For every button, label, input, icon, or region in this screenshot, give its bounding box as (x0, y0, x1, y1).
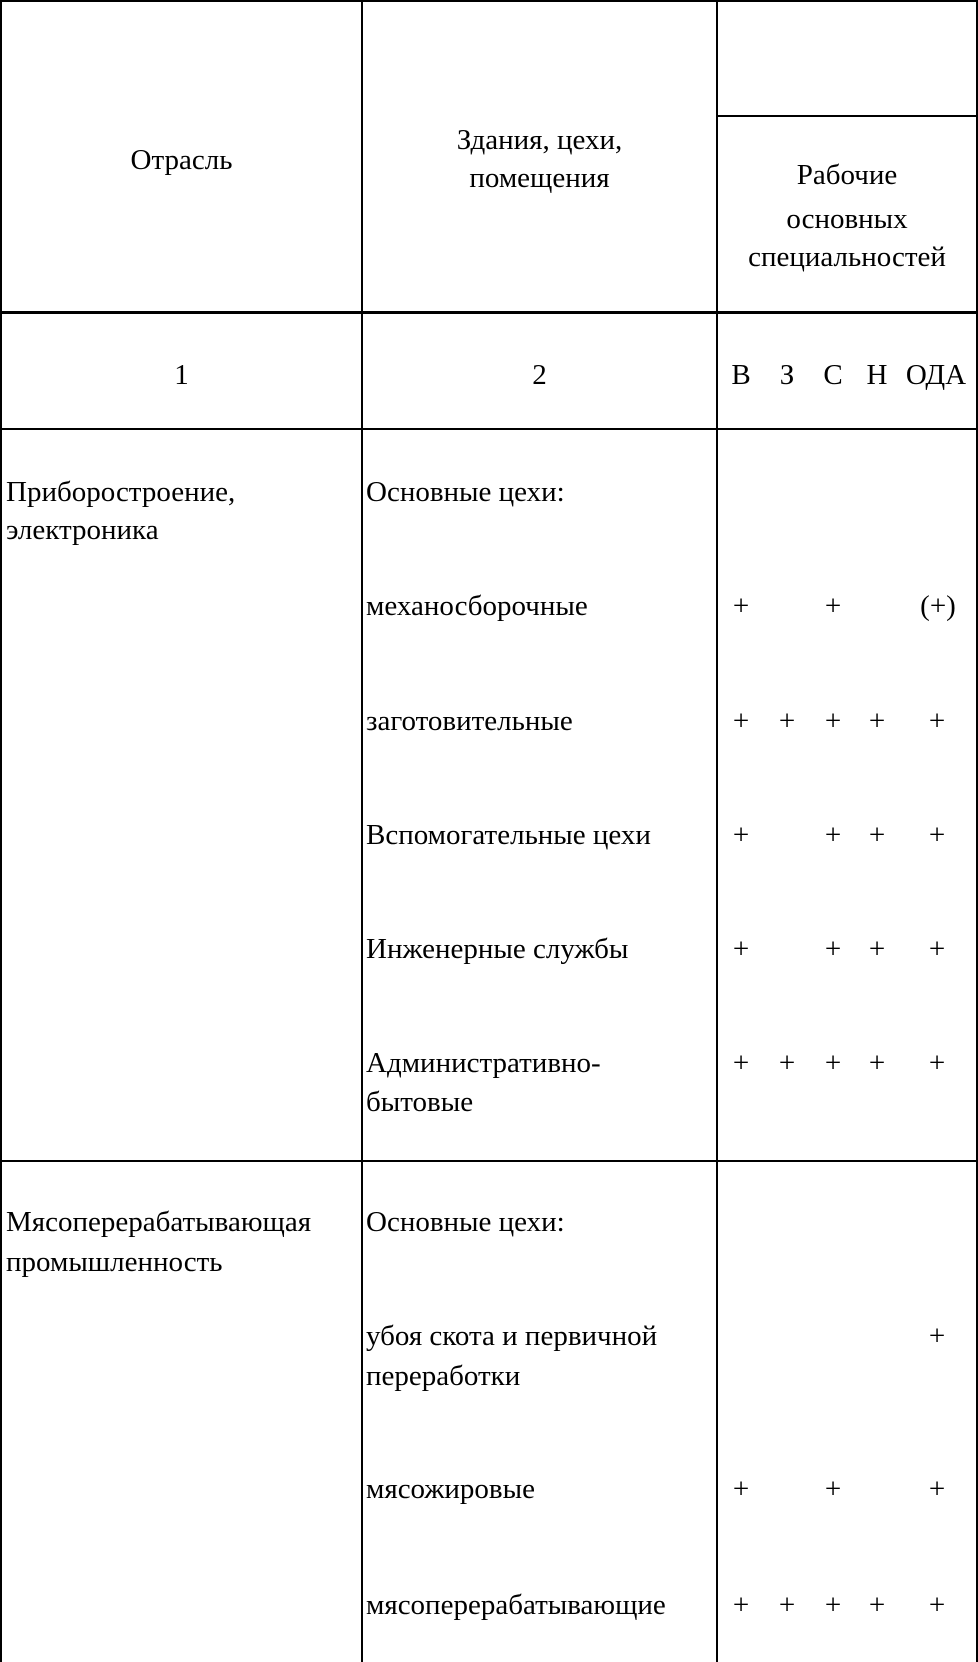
subcolumn-n: Н (866, 359, 888, 391)
mark-v: + (732, 1047, 750, 1079)
row-label-line2: бытовые (366, 1086, 474, 1118)
mark-v: + (732, 1473, 750, 1505)
row-label: мясожировые (366, 1473, 535, 1505)
mark-oda: + (928, 1589, 946, 1621)
mark-s: + (824, 1589, 842, 1621)
row-label-line2: переработки (366, 1360, 521, 1392)
mark-z: + (778, 705, 796, 737)
mark-oda: + (928, 1473, 946, 1505)
mark-v: + (732, 933, 750, 965)
subcolumn-s: С (823, 359, 843, 391)
mark-s: + (824, 819, 842, 851)
mark-n: + (868, 1047, 886, 1079)
header-buildings-line1: Здания, цехи, (456, 124, 623, 156)
subcolumn-oda: ОДА (905, 359, 967, 391)
border-left (0, 0, 2, 1662)
mark-s: + (824, 590, 842, 622)
industry-meat-processing-line1: Мясоперерабатывающая (6, 1206, 312, 1238)
subcolumn-v: В (731, 359, 751, 391)
header-workers-line3: специальностей (748, 241, 946, 273)
mark-s: + (824, 705, 842, 737)
row-label: Вспомогательные цехи (366, 819, 651, 851)
mark-z: + (778, 1589, 796, 1621)
header-bottom-rule (0, 311, 978, 314)
mark-s: + (824, 1473, 842, 1505)
mark-s: + (824, 1047, 842, 1079)
mark-v: + (732, 819, 750, 851)
mark-oda: + (928, 933, 946, 965)
mark-v: + (732, 1589, 750, 1621)
industry-meat-processing-line2: промышленность (6, 1246, 223, 1278)
mark-s: + (824, 933, 842, 965)
mark-oda: + (928, 819, 946, 851)
subcolumn-z: З (779, 359, 795, 391)
mark-n: + (868, 1589, 886, 1621)
header-workers-line1: Рабочие (796, 159, 898, 191)
row-label: Инженерные службы (366, 933, 629, 965)
header-buildings-line2: помещения (469, 162, 610, 194)
mark-oda: + (928, 705, 946, 737)
header-workers-line2: основных (786, 203, 908, 235)
border-top (0, 0, 978, 2)
mark-oda: + (928, 1047, 946, 1079)
mark-oda: (+) (920, 590, 956, 622)
industry-instrument-making-line2: электроника (6, 514, 159, 546)
mark-z: + (778, 1047, 796, 1079)
mark-n: + (868, 705, 886, 737)
mark-v: + (732, 590, 750, 622)
industry-instrument-making-line1: Приборостроение, (6, 476, 236, 508)
section-divider (0, 1160, 978, 1162)
row-label: заготовительные (366, 705, 573, 737)
mark-n: + (868, 819, 886, 851)
header-industry: Отрасль (130, 144, 233, 176)
row-label: механосборочные (366, 590, 588, 622)
mark-oda: + (928, 1320, 946, 1352)
row-label: мясоперерабатывающие (366, 1589, 666, 1621)
column-number-1: 1 (174, 359, 189, 391)
column-number-2: 2 (532, 359, 547, 391)
header-subdivider (717, 115, 978, 117)
row-label-line1: Административно- (366, 1047, 601, 1079)
mark-v: + (732, 705, 750, 737)
row-label-line1: убоя скота и первичной (366, 1320, 658, 1352)
row-label: Основные цехи: (366, 1206, 565, 1238)
row-label: Основные цехи: (366, 476, 565, 508)
numbering-bottom-rule (0, 428, 978, 430)
mark-n: + (868, 933, 886, 965)
column-divider-1 (361, 0, 363, 1662)
